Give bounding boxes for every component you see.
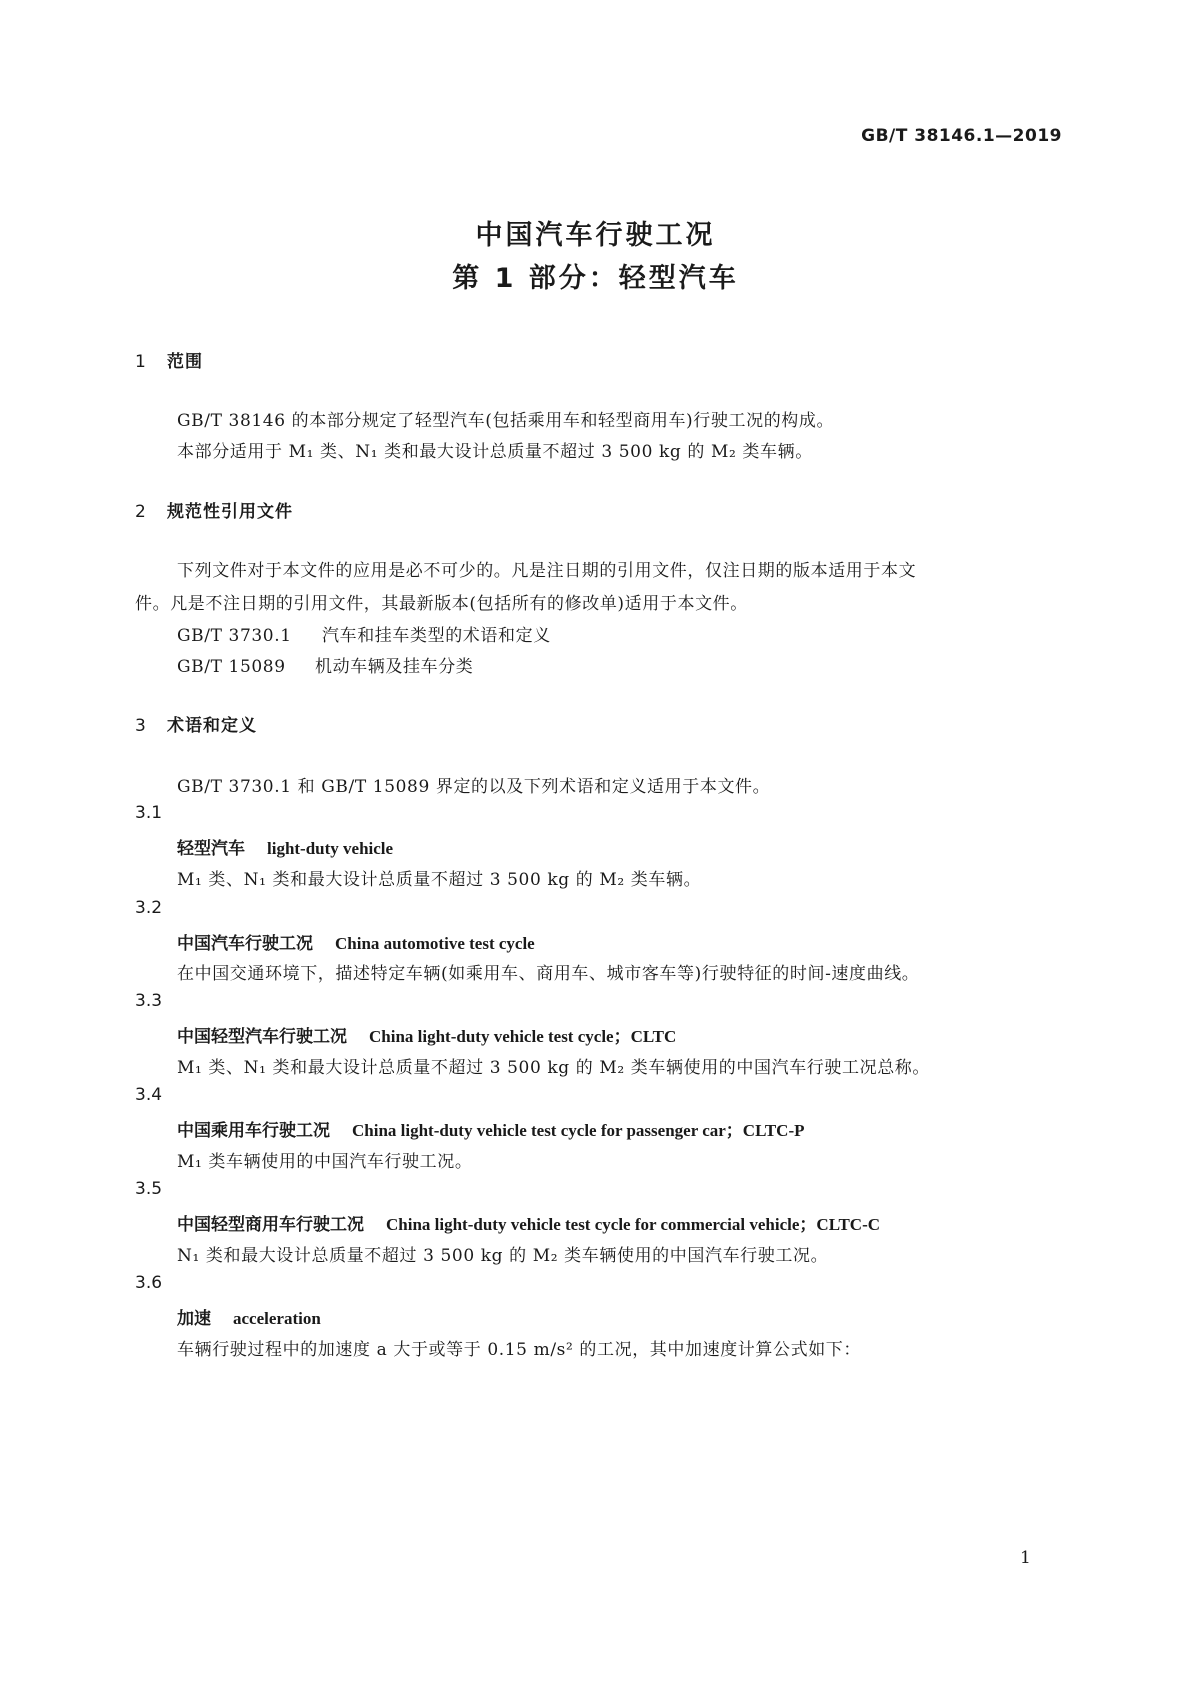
reference-title: 机动车辆及挂车分类 <box>315 657 474 677</box>
term-number: 3.5 <box>135 1179 163 1199</box>
section-number: 3 <box>135 716 147 736</box>
term-definition: 车辆行驶过程中的加速度 a 大于或等于 0.15 m/s² 的工况，其中加速度计算公式如下： <box>177 1340 861 1360</box>
section-title: 术语和定义 <box>167 716 257 736</box>
term-definition: M₁ 类、N₁ 类和最大设计总质量不超过 3 500 kg 的 M₂ 类车辆使用的中国汽车行驶工况总称。 <box>177 1058 931 1078</box>
term-heading <box>177 1022 676 1047</box>
terms-intro: GB/T 3730.1 和 GB/T 15089 界定的以及下列术语和定义适用于本文件。 <box>177 777 771 797</box>
term-heading <box>177 834 393 859</box>
term-zh: 加速 <box>177 1309 211 1329</box>
section-2-heading <box>135 497 293 522</box>
section-3-heading <box>135 711 257 736</box>
term-definition: M₁ 类车辆使用的中国汽车行驶工况。 <box>177 1152 473 1172</box>
standard-number: GB/T 38146.1—2019 <box>861 126 1062 146</box>
term-definition: 在中国交通环境下，描述特定车辆(如乘用车、商用车、城市客车等)行驶特征的时间-速度曲线。 <box>177 964 920 984</box>
term-heading <box>177 1210 880 1235</box>
term-zh: 中国轻型商用车行驶工况 <box>177 1215 364 1235</box>
term-zh: 中国乘用车行驶工况 <box>177 1121 330 1141</box>
section-number: 2 <box>135 502 147 522</box>
reference-item <box>177 621 551 646</box>
term-en: China light-duty vehicle test cycle for passenger car；CLTC-P <box>352 1121 805 1140</box>
term-zh: 轻型汽车 <box>177 839 245 859</box>
section-title: 规范性引用文件 <box>167 502 293 522</box>
term-en: China light-duty vehicle test cycle；CLTC <box>369 1027 677 1046</box>
reference-title: 汽车和挂车类型的术语和定义 <box>322 626 551 646</box>
reference-item <box>177 652 473 677</box>
term-zh: 中国汽车行驶工况 <box>177 934 313 954</box>
section-title: 范围 <box>167 352 203 372</box>
scope-paragraph-2: 本部分适用于 M₁ 类、N₁ 类和最大设计总质量不超过 3 500 kg 的 M₂ 类车辆。 <box>177 442 813 462</box>
term-en: China light-duty vehicle test cycle for commercial vehicle；CLTC-C <box>386 1215 881 1234</box>
term-definition: N₁ 类和最大设计总质量不超过 3 500 kg 的 M₂ 类车辆使用的中国汽车行驶工况。 <box>177 1246 829 1266</box>
scope-paragraph-1: GB/T 38146 的本部分规定了轻型汽车(包括乘用车和轻型商用车)行驶工况的构成。 <box>177 411 835 431</box>
reference-code: GB/T 15089 <box>177 657 286 677</box>
document-title: 中国汽车行驶工况 <box>475 220 716 251</box>
normative-refs-paragraph-line-1: 下列文件对于本文件的应用是必不可少的。凡是注日期的引用文件，仅注日期的版本适用于本文 <box>177 561 917 581</box>
term-number: 3.4 <box>135 1085 163 1105</box>
term-zh: 中国轻型汽车行驶工况 <box>177 1027 347 1047</box>
term-number: 3.1 <box>135 803 163 823</box>
term-heading <box>177 929 535 954</box>
term-heading <box>177 1304 321 1329</box>
normative-refs-paragraph-line-2: 件。凡是不注日期的引用文件，其最新版本(包括所有的修改单)适用于本文件。 <box>135 594 748 614</box>
page-number: 1 <box>1020 1548 1031 1568</box>
term-en: China automotive test cycle <box>335 934 535 953</box>
term-number: 3.2 <box>135 898 163 918</box>
document-subtitle: 第 1 部分：轻型汽车 <box>452 263 739 294</box>
section-1-heading <box>135 347 203 372</box>
section-number: 1 <box>135 352 147 372</box>
reference-code: GB/T 3730.1 <box>177 626 292 646</box>
term-heading <box>177 1116 805 1141</box>
term-en: light-duty vehicle <box>267 839 394 858</box>
term-number: 3.3 <box>135 991 163 1011</box>
term-en: acceleration <box>233 1309 321 1328</box>
term-number: 3.6 <box>135 1273 163 1293</box>
term-definition: M₁ 类、N₁ 类和最大设计总质量不超过 3 500 kg 的 M₂ 类车辆。 <box>177 870 702 890</box>
